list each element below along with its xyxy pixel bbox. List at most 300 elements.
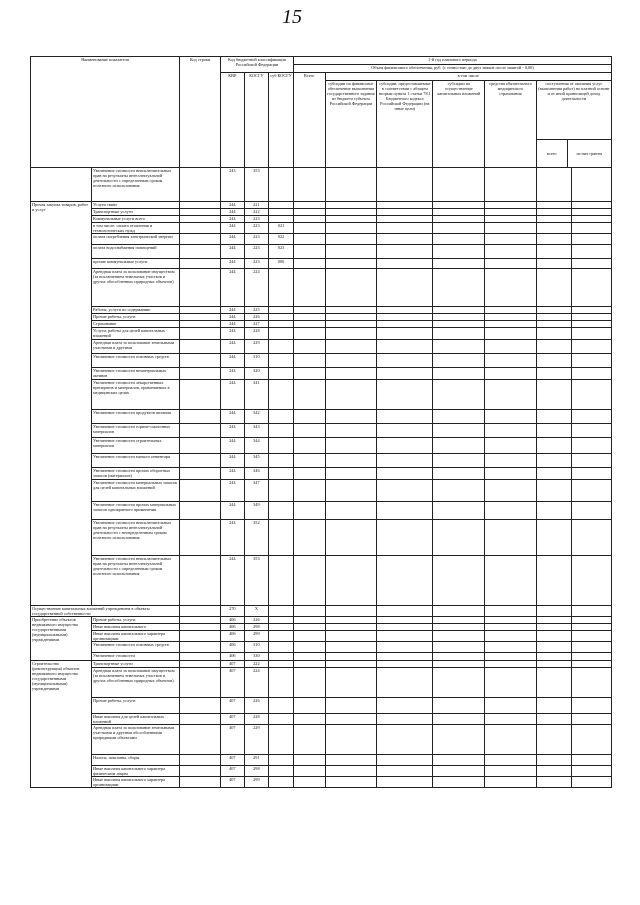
row-kvr: 407 xyxy=(221,725,244,755)
amount-cell[interactable] xyxy=(536,307,571,314)
amount-cell[interactable] xyxy=(325,556,377,606)
amount-cell[interactable] xyxy=(536,368,571,380)
amount-cell[interactable] xyxy=(571,209,611,216)
amount-cell[interactable] xyxy=(377,321,433,328)
amount-cell[interactable] xyxy=(293,410,325,424)
amount-cell[interactable] xyxy=(433,454,485,468)
financial-plan-table xyxy=(30,56,612,788)
amount-cell[interactable] xyxy=(293,653,325,661)
amount-cell[interactable] xyxy=(293,777,325,788)
amount-cell[interactable] xyxy=(325,269,377,307)
amount-cell[interactable] xyxy=(325,606,377,617)
row-kosgu: 320 xyxy=(244,368,269,380)
amount-cell[interactable] xyxy=(377,380,433,410)
amount-cell[interactable] xyxy=(325,209,377,216)
amount-cell[interactable] xyxy=(485,202,537,209)
amount-cell[interactable] xyxy=(293,209,325,216)
amount-cell[interactable] xyxy=(485,314,537,321)
amount-cell[interactable] xyxy=(536,624,571,631)
amount-cell[interactable] xyxy=(536,168,571,202)
amount-cell[interactable] xyxy=(293,223,325,234)
amount-cell[interactable] xyxy=(485,368,537,380)
amount-cell[interactable] xyxy=(536,259,571,269)
amount-cell[interactable] xyxy=(325,328,377,340)
amount-cell[interactable] xyxy=(536,698,571,714)
amount-cell[interactable] xyxy=(571,642,611,653)
amount-cell[interactable] xyxy=(325,202,377,209)
amount-cell[interactable] xyxy=(536,454,571,468)
row-kosgu: 298 xyxy=(244,624,269,631)
amount-cell[interactable] xyxy=(571,520,611,556)
amount-cell[interactable] xyxy=(571,624,611,631)
amount-cell[interactable] xyxy=(571,617,611,624)
amount-cell[interactable] xyxy=(433,168,485,202)
amount-cell[interactable] xyxy=(293,520,325,556)
amount-cell[interactable] xyxy=(571,755,611,766)
amount-cell[interactable] xyxy=(293,340,325,354)
amount-cell[interactable] xyxy=(377,661,433,668)
amount-cell[interactable] xyxy=(293,624,325,631)
amount-cell[interactable] xyxy=(433,653,485,661)
amount-cell[interactable] xyxy=(325,714,377,725)
table-row xyxy=(31,617,612,624)
amount-cell[interactable] xyxy=(536,216,571,223)
amount-cell[interactable] xyxy=(536,661,571,668)
amount-cell[interactable] xyxy=(485,606,537,617)
amount-cell[interactable] xyxy=(536,410,571,424)
row-kvr: 244 xyxy=(221,368,244,380)
amount-cell[interactable] xyxy=(485,321,537,328)
amount-cell[interactable] xyxy=(325,631,377,642)
amount-cell[interactable] xyxy=(571,698,611,714)
amount-cell[interactable] xyxy=(433,340,485,354)
amount-cell[interactable] xyxy=(377,202,433,209)
amount-cell[interactable] xyxy=(536,314,571,321)
amount-cell[interactable] xyxy=(377,698,433,714)
amount-cell[interactable] xyxy=(485,168,537,202)
amount-cell[interactable] xyxy=(377,766,433,777)
amount-cell[interactable] xyxy=(485,234,537,245)
amount-cell[interactable] xyxy=(325,259,377,269)
row-code xyxy=(180,480,221,502)
amount-cell[interactable] xyxy=(485,209,537,216)
amount-cell[interactable] xyxy=(571,606,611,617)
amount-cell[interactable] xyxy=(377,520,433,556)
amount-cell[interactable] xyxy=(433,259,485,269)
amount-cell[interactable] xyxy=(377,234,433,245)
amount-cell[interactable] xyxy=(325,624,377,631)
amount-cell[interactable] xyxy=(377,725,433,755)
amount-cell[interactable] xyxy=(485,454,537,468)
amount-cell[interactable] xyxy=(485,766,537,777)
table-row xyxy=(31,438,612,454)
amount-cell[interactable] xyxy=(293,668,325,698)
row-code xyxy=(180,668,221,698)
amount-cell[interactable] xyxy=(571,668,611,698)
amount-cell[interactable] xyxy=(377,424,433,438)
amount-cell[interactable] xyxy=(485,438,537,454)
amount-cell[interactable] xyxy=(377,354,433,368)
amount-cell[interactable] xyxy=(485,714,537,725)
amount-cell[interactable] xyxy=(433,642,485,653)
amount-cell[interactable] xyxy=(485,340,537,354)
amount-cell[interactable] xyxy=(377,223,433,234)
amount-cell[interactable] xyxy=(325,314,377,321)
amount-cell[interactable] xyxy=(377,454,433,468)
amount-cell[interactable] xyxy=(485,624,537,631)
amount-cell[interactable] xyxy=(485,777,537,788)
amount-cell[interactable] xyxy=(325,653,377,661)
amount-cell[interactable] xyxy=(571,259,611,269)
amount-cell[interactable] xyxy=(536,480,571,502)
amount-cell[interactable] xyxy=(433,777,485,788)
amount-cell[interactable] xyxy=(433,410,485,424)
amount-cell[interactable] xyxy=(536,380,571,410)
amount-cell[interactable] xyxy=(433,202,485,209)
amount-cell[interactable] xyxy=(325,480,377,502)
amount-cell[interactable] xyxy=(536,223,571,234)
amount-cell[interactable] xyxy=(377,245,433,259)
amount-cell[interactable] xyxy=(293,661,325,668)
amount-cell[interactable] xyxy=(571,661,611,668)
amount-cell[interactable] xyxy=(433,223,485,234)
amount-cell[interactable] xyxy=(571,410,611,424)
amount-cell[interactable] xyxy=(485,259,537,269)
amount-cell[interactable] xyxy=(536,668,571,698)
amount-cell[interactable] xyxy=(433,556,485,606)
amount-cell[interactable] xyxy=(433,234,485,245)
amount-cell[interactable] xyxy=(377,438,433,454)
amount-cell[interactable] xyxy=(485,354,537,368)
amount-cell[interactable] xyxy=(571,631,611,642)
amount-cell[interactable] xyxy=(325,410,377,424)
amount-cell[interactable] xyxy=(293,202,325,209)
amount-cell[interactable] xyxy=(571,223,611,234)
amount-cell[interactable] xyxy=(485,698,537,714)
amount-cell[interactable] xyxy=(293,245,325,259)
amount-cell[interactable] xyxy=(485,556,537,606)
amount-cell[interactable] xyxy=(325,468,377,480)
amount-cell[interactable] xyxy=(293,698,325,714)
amount-cell[interactable] xyxy=(433,269,485,307)
amount-cell[interactable] xyxy=(571,714,611,725)
amount-cell[interactable] xyxy=(571,307,611,314)
amount-cell[interactable] xyxy=(293,314,325,321)
amount-cell[interactable] xyxy=(485,328,537,340)
amount-cell[interactable] xyxy=(536,617,571,624)
amount-cell[interactable] xyxy=(433,766,485,777)
amount-cell[interactable] xyxy=(325,520,377,556)
amount-cell[interactable] xyxy=(377,307,433,314)
amount-cell[interactable] xyxy=(325,307,377,314)
amount-cell[interactable] xyxy=(293,354,325,368)
amount-cell[interactable] xyxy=(433,209,485,216)
amount-cell[interactable] xyxy=(325,668,377,698)
amount-cell[interactable] xyxy=(293,714,325,725)
amount-cell[interactable] xyxy=(377,755,433,766)
amount-cell[interactable] xyxy=(377,209,433,216)
amount-cell[interactable] xyxy=(536,340,571,354)
amount-cell[interactable] xyxy=(377,714,433,725)
amount-cell[interactable] xyxy=(536,556,571,606)
amount-cell[interactable] xyxy=(377,606,433,617)
amount-cell[interactable] xyxy=(433,354,485,368)
amount-cell[interactable] xyxy=(571,340,611,354)
amount-cell[interactable] xyxy=(377,468,433,480)
amount-cell[interactable] xyxy=(293,468,325,480)
amount-cell[interactable] xyxy=(433,314,485,321)
amount-cell[interactable] xyxy=(377,340,433,354)
row-kosgu: 353 xyxy=(244,556,269,606)
amount-cell[interactable] xyxy=(293,725,325,755)
amount-cell[interactable] xyxy=(293,269,325,307)
amount-cell[interactable] xyxy=(536,354,571,368)
amount-cell[interactable] xyxy=(293,438,325,454)
amount-cell[interactable] xyxy=(293,617,325,624)
amount-cell[interactable] xyxy=(293,380,325,410)
amount-cell[interactable] xyxy=(571,556,611,606)
amount-cell[interactable] xyxy=(536,642,571,653)
amount-cell[interactable] xyxy=(485,468,537,480)
amount-cell[interactable] xyxy=(293,556,325,606)
amount-cell[interactable] xyxy=(325,245,377,259)
row-sub xyxy=(269,216,294,223)
amount-cell[interactable] xyxy=(536,209,571,216)
amount-cell[interactable] xyxy=(485,380,537,410)
amount-cell[interactable] xyxy=(325,766,377,777)
amount-cell[interactable] xyxy=(571,321,611,328)
row-name: Увеличение стоимости строительных материалов xyxy=(92,438,180,454)
amount-cell[interactable] xyxy=(433,520,485,556)
amount-cell[interactable] xyxy=(325,234,377,245)
amount-cell[interactable] xyxy=(325,354,377,368)
amount-cell[interactable] xyxy=(485,223,537,234)
amount-cell[interactable] xyxy=(485,307,537,314)
amount-cell[interactable] xyxy=(325,424,377,438)
table-row xyxy=(31,698,612,714)
amount-cell[interactable] xyxy=(325,340,377,354)
amount-cell[interactable] xyxy=(536,328,571,340)
amount-cell[interactable] xyxy=(433,698,485,714)
amount-cell[interactable] xyxy=(536,438,571,454)
amount-cell[interactable] xyxy=(485,631,537,642)
amount-cell[interactable] xyxy=(536,245,571,259)
amount-cell[interactable] xyxy=(377,631,433,642)
amount-cell[interactable] xyxy=(571,480,611,502)
amount-cell[interactable] xyxy=(325,777,377,788)
amount-cell[interactable] xyxy=(377,328,433,340)
row-sub xyxy=(269,714,294,725)
amount-cell[interactable] xyxy=(377,259,433,269)
amount-cell[interactable] xyxy=(325,223,377,234)
amount-cell[interactable] xyxy=(377,624,433,631)
amount-cell[interactable] xyxy=(325,725,377,755)
amount-cell[interactable] xyxy=(293,216,325,223)
amount-cell[interactable] xyxy=(485,755,537,766)
amount-cell[interactable] xyxy=(433,245,485,259)
amount-cell[interactable] xyxy=(571,380,611,410)
amount-cell[interactable] xyxy=(571,354,611,368)
amount-cell[interactable] xyxy=(325,617,377,624)
amount-cell[interactable] xyxy=(536,653,571,661)
amount-cell[interactable] xyxy=(377,410,433,424)
amount-cell[interactable] xyxy=(293,168,325,202)
amount-cell[interactable] xyxy=(325,755,377,766)
amount-cell[interactable] xyxy=(433,438,485,454)
amount-cell[interactable] xyxy=(293,424,325,438)
amount-cell[interactable] xyxy=(536,725,571,755)
amount-cell[interactable] xyxy=(433,617,485,624)
amount-cell[interactable] xyxy=(325,698,377,714)
amount-cell[interactable] xyxy=(293,480,325,502)
amount-cell[interactable] xyxy=(293,307,325,314)
amount-cell[interactable] xyxy=(485,642,537,653)
amount-cell[interactable] xyxy=(325,380,377,410)
amount-cell[interactable] xyxy=(571,766,611,777)
amount-cell[interactable] xyxy=(571,725,611,755)
amount-cell[interactable] xyxy=(433,380,485,410)
amount-cell[interactable] xyxy=(433,216,485,223)
amount-cell[interactable] xyxy=(433,480,485,502)
amount-cell[interactable] xyxy=(293,368,325,380)
amount-cell[interactable] xyxy=(377,668,433,698)
amount-cell[interactable] xyxy=(325,454,377,468)
amount-cell[interactable] xyxy=(485,480,537,502)
table-row xyxy=(31,777,612,788)
amount-cell[interactable] xyxy=(536,777,571,788)
amount-cell[interactable] xyxy=(536,468,571,480)
amount-cell[interactable] xyxy=(293,606,325,617)
amount-cell[interactable] xyxy=(293,234,325,245)
amount-cell[interactable] xyxy=(377,653,433,661)
amount-cell[interactable] xyxy=(293,321,325,328)
amount-cell[interactable] xyxy=(325,321,377,328)
amount-cell[interactable] xyxy=(571,368,611,380)
amount-cell[interactable] xyxy=(433,321,485,328)
amount-cell[interactable] xyxy=(433,307,485,314)
amount-cell[interactable] xyxy=(536,321,571,328)
amount-cell[interactable] xyxy=(433,755,485,766)
amount-cell[interactable] xyxy=(571,468,611,480)
amount-cell[interactable] xyxy=(571,502,611,520)
amount-cell[interactable] xyxy=(325,438,377,454)
amount-cell[interactable] xyxy=(485,216,537,223)
amount-cell[interactable] xyxy=(377,480,433,502)
row-kosgu: 225 xyxy=(244,307,269,314)
amount-cell[interactable] xyxy=(325,168,377,202)
amount-cell[interactable] xyxy=(536,502,571,520)
amount-cell[interactable] xyxy=(293,642,325,653)
amount-cell[interactable] xyxy=(433,606,485,617)
amount-cell[interactable] xyxy=(571,245,611,259)
amount-cell[interactable] xyxy=(485,410,537,424)
amount-cell[interactable] xyxy=(485,617,537,624)
amount-cell[interactable] xyxy=(433,661,485,668)
amount-cell[interactable] xyxy=(293,766,325,777)
amount-cell[interactable] xyxy=(485,520,537,556)
amount-cell[interactable] xyxy=(433,624,485,631)
amount-cell[interactable] xyxy=(377,777,433,788)
amount-cell[interactable] xyxy=(485,502,537,520)
amount-cell[interactable] xyxy=(433,368,485,380)
amount-cell[interactable] xyxy=(293,502,325,520)
amount-cell[interactable] xyxy=(293,454,325,468)
row-code xyxy=(180,245,221,259)
amount-cell[interactable] xyxy=(485,269,537,307)
amount-cell[interactable] xyxy=(433,631,485,642)
amount-cell[interactable] xyxy=(571,454,611,468)
amount-cell[interactable] xyxy=(485,668,537,698)
amount-cell[interactable] xyxy=(571,328,611,340)
amount-cell[interactable] xyxy=(571,314,611,321)
amount-cell[interactable] xyxy=(377,216,433,223)
amount-cell[interactable] xyxy=(325,661,377,668)
amount-cell[interactable] xyxy=(571,202,611,209)
amount-cell[interactable] xyxy=(377,556,433,606)
amount-cell[interactable] xyxy=(377,368,433,380)
amount-cell[interactable] xyxy=(536,755,571,766)
amount-cell[interactable] xyxy=(536,202,571,209)
amount-cell[interactable] xyxy=(325,368,377,380)
amount-cell[interactable] xyxy=(433,668,485,698)
amount-cell[interactable] xyxy=(571,424,611,438)
amount-cell[interactable] xyxy=(433,714,485,725)
amount-cell[interactable] xyxy=(536,520,571,556)
amount-cell[interactable] xyxy=(377,502,433,520)
amount-cell[interactable] xyxy=(536,269,571,307)
amount-cell[interactable] xyxy=(377,642,433,653)
amount-cell[interactable] xyxy=(377,168,433,202)
amount-cell[interactable] xyxy=(536,631,571,642)
amount-cell[interactable] xyxy=(485,245,537,259)
amount-cell[interactable] xyxy=(377,269,433,307)
amount-cell[interactable] xyxy=(433,468,485,480)
amount-cell[interactable] xyxy=(293,755,325,766)
amount-cell[interactable] xyxy=(571,168,611,202)
amount-cell[interactable] xyxy=(377,314,433,321)
amount-cell[interactable] xyxy=(536,234,571,245)
amount-cell[interactable] xyxy=(571,438,611,454)
amount-cell[interactable] xyxy=(536,606,571,617)
amount-cell[interactable] xyxy=(571,269,611,307)
amount-cell[interactable] xyxy=(571,777,611,788)
amount-cell[interactable] xyxy=(325,216,377,223)
amount-cell[interactable] xyxy=(433,502,485,520)
amount-cell[interactable] xyxy=(485,424,537,438)
amount-cell[interactable] xyxy=(571,653,611,661)
row-kosgu: 298 xyxy=(244,766,269,777)
amount-cell[interactable] xyxy=(325,502,377,520)
amount-cell[interactable] xyxy=(433,424,485,438)
amount-cell[interactable] xyxy=(293,328,325,340)
amount-cell[interactable] xyxy=(485,725,537,755)
amount-cell[interactable] xyxy=(433,328,485,340)
amount-cell[interactable] xyxy=(485,653,537,661)
amount-cell[interactable] xyxy=(325,642,377,653)
amount-cell[interactable] xyxy=(536,424,571,438)
row-sub xyxy=(269,468,294,480)
amount-cell[interactable] xyxy=(536,766,571,777)
amount-cell[interactable] xyxy=(536,714,571,725)
amount-cell[interactable] xyxy=(485,661,537,668)
amount-cell[interactable] xyxy=(377,617,433,624)
amount-cell[interactable] xyxy=(571,216,611,223)
table-row xyxy=(31,642,612,653)
amount-cell[interactable] xyxy=(571,234,611,245)
amount-cell[interactable] xyxy=(293,259,325,269)
amount-cell[interactable] xyxy=(293,631,325,642)
amount-cell[interactable] xyxy=(433,725,485,755)
